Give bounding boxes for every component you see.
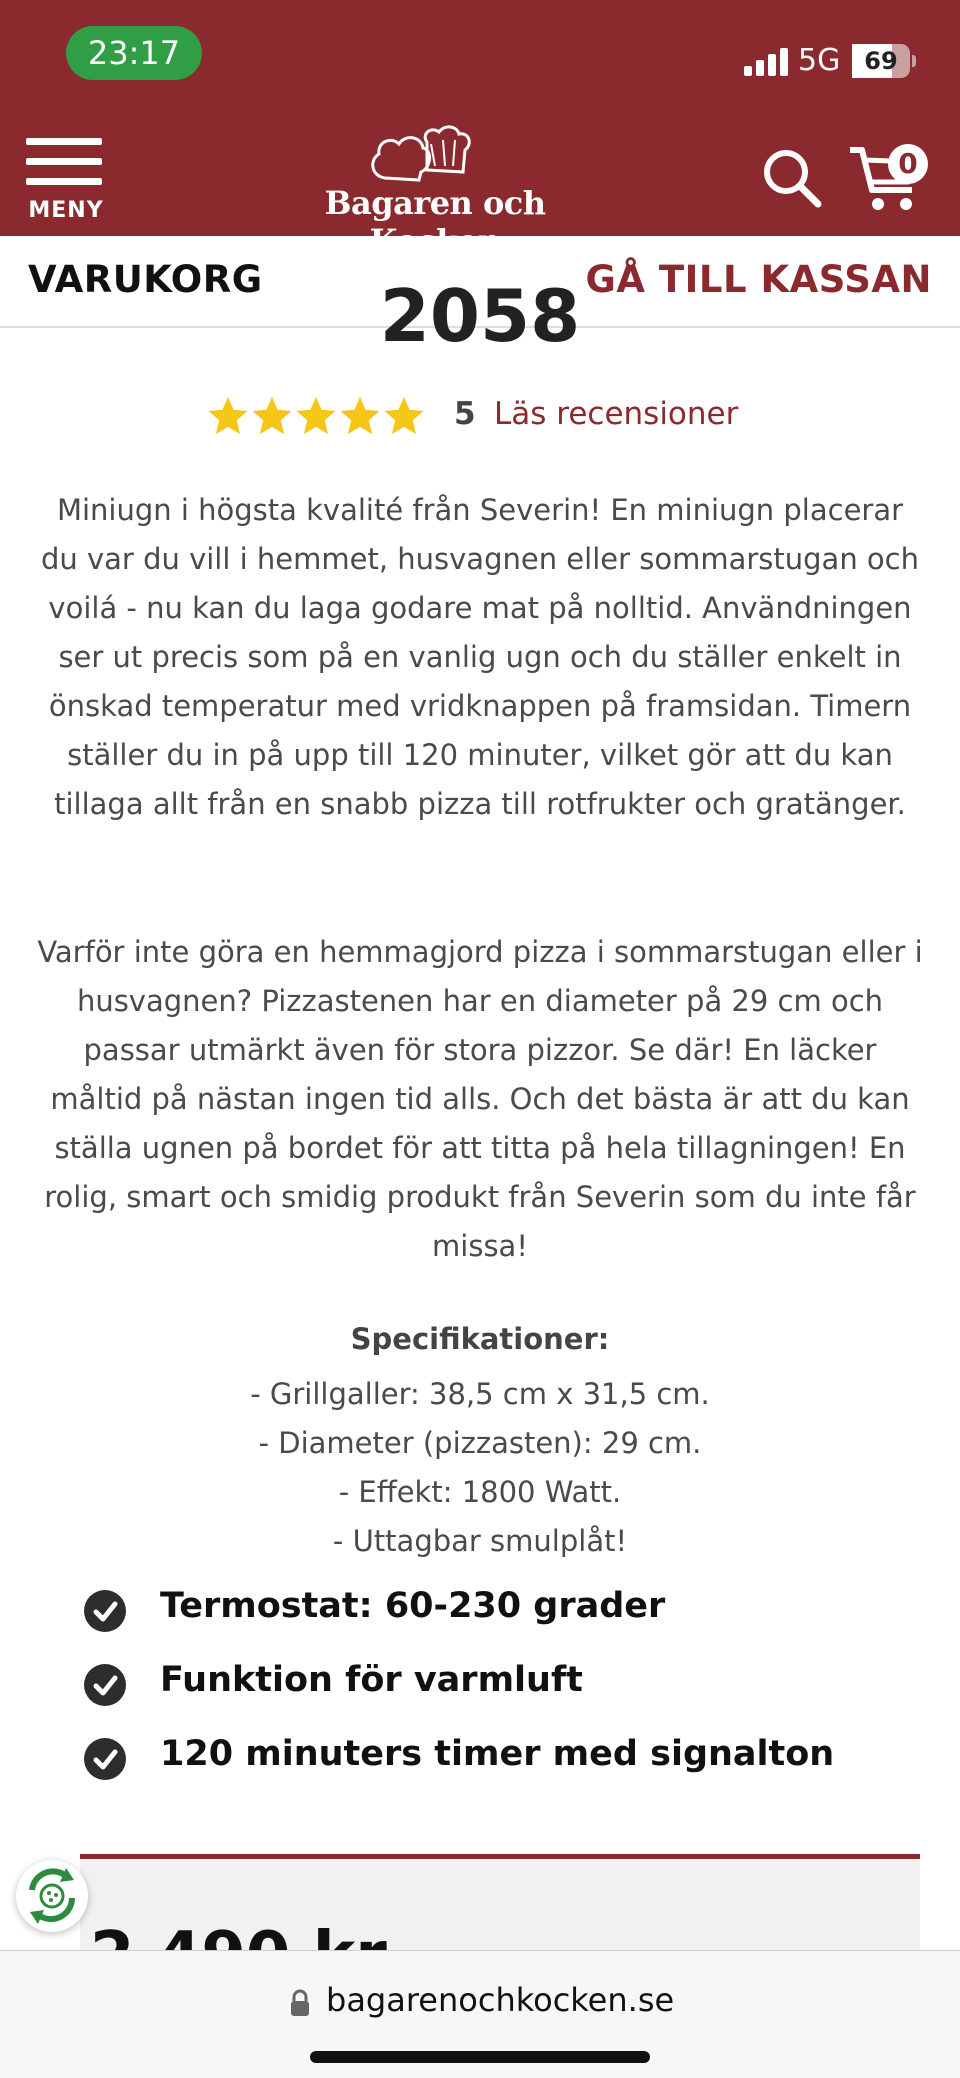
feature-text: Termostat: 60-230 grader [160,1586,666,1626]
spec-item: - Uttagbar smulplåt! [332,1524,628,1558]
chef-hats-icon [365,122,505,188]
url-text: bagarenochkocken.se [326,1981,675,2019]
lock-icon [290,1989,310,2017]
star-icon [206,394,250,438]
feature-item [84,1582,924,1656]
reviews-link[interactable]: Läs recensioner [494,396,739,432]
description-paragraph-1: Miniugn i högsta kvalité från Severin! En miniugn placerar du var du vill i hemmet, husvagnen eller sommarstugan och voilá - nu kan du laga godare mat på nolltid. Användningen ser ut precis som på en vanlig ugn och du ställer enkelt in önskad temperatur med vridknappen på framsidan. Timern ställer du in på upp till 120 minuter, vilket gör att du kan tillaga allt från en snabb pizza till rotfrukter och gratänger. [40,493,919,821]
network-label: 5G [798,43,841,78]
search-button[interactable] [760,146,824,210]
status-time: 23:17 [66,26,202,80]
menu-label: MENY [28,198,104,223]
cart-link[interactable]: VARUKORG [28,258,263,301]
brand-name: Bagaren och [324,184,546,222]
description-paragraph-2: Varför inte göra en hemmagjord pizza i sommarstugan eller i husvagnen? Pizzastenen har en diameter på 29 cm och passar utmärkt även för stora pizzor. Se där! En läcker måltid på nästan ingen tid alls. Och det bästa är att du kan ställa ugnen på bordet för att titta på hela tillagningen! En rolig, smart och smidig produkt från Severin som du inte får missa! [37,935,923,1263]
spec-item: - Grillgaller: 38,5 cm x 31,5 cm. [250,1377,710,1411]
signal-icon [744,48,790,76]
feature-item [84,1656,924,1730]
cart-button[interactable] [848,140,928,216]
rating-count: 5 [454,396,476,432]
feature-text: 120 minuters timer med signalton [160,1734,835,1774]
battery-icon [852,44,916,78]
home-indicator[interactable] [310,2051,650,2063]
rating-row [206,392,766,440]
star-icon [382,394,426,438]
spec-item: - Effekt: 1800 Watt. [338,1475,622,1509]
cart-count-badge: 0 [888,144,928,184]
menu-button[interactable] [24,134,108,226]
check-circle-icon [84,1738,126,1780]
product-title: 2058 [379,274,581,358]
hamburger-icon [26,138,102,145]
check-circle-icon [84,1664,126,1706]
star-icon [294,394,338,438]
rating-stars [206,392,430,440]
check-circle-icon [84,1590,126,1632]
spec-item: - Diameter (pizzasten): 29 cm. [258,1426,702,1460]
star-icon [250,394,294,438]
star-icon [338,394,382,438]
battery-level: 69 [864,47,898,75]
spec-list [0,1370,960,1566]
app-header [0,0,960,236]
feature-item [84,1730,924,1804]
browser-address-bar[interactable] [0,1950,960,2078]
checkout-link[interactable]: GÅ TILL KASSAN [585,258,932,301]
feature-list [84,1582,924,1804]
spec-title: Specifikationer: [350,1322,610,1356]
feature-text: Funktion för varmluft [160,1660,583,1700]
search-icon [760,146,824,210]
brand-logo[interactable] [270,122,600,232]
recycle-badge-icon[interactable] [16,1860,88,1932]
